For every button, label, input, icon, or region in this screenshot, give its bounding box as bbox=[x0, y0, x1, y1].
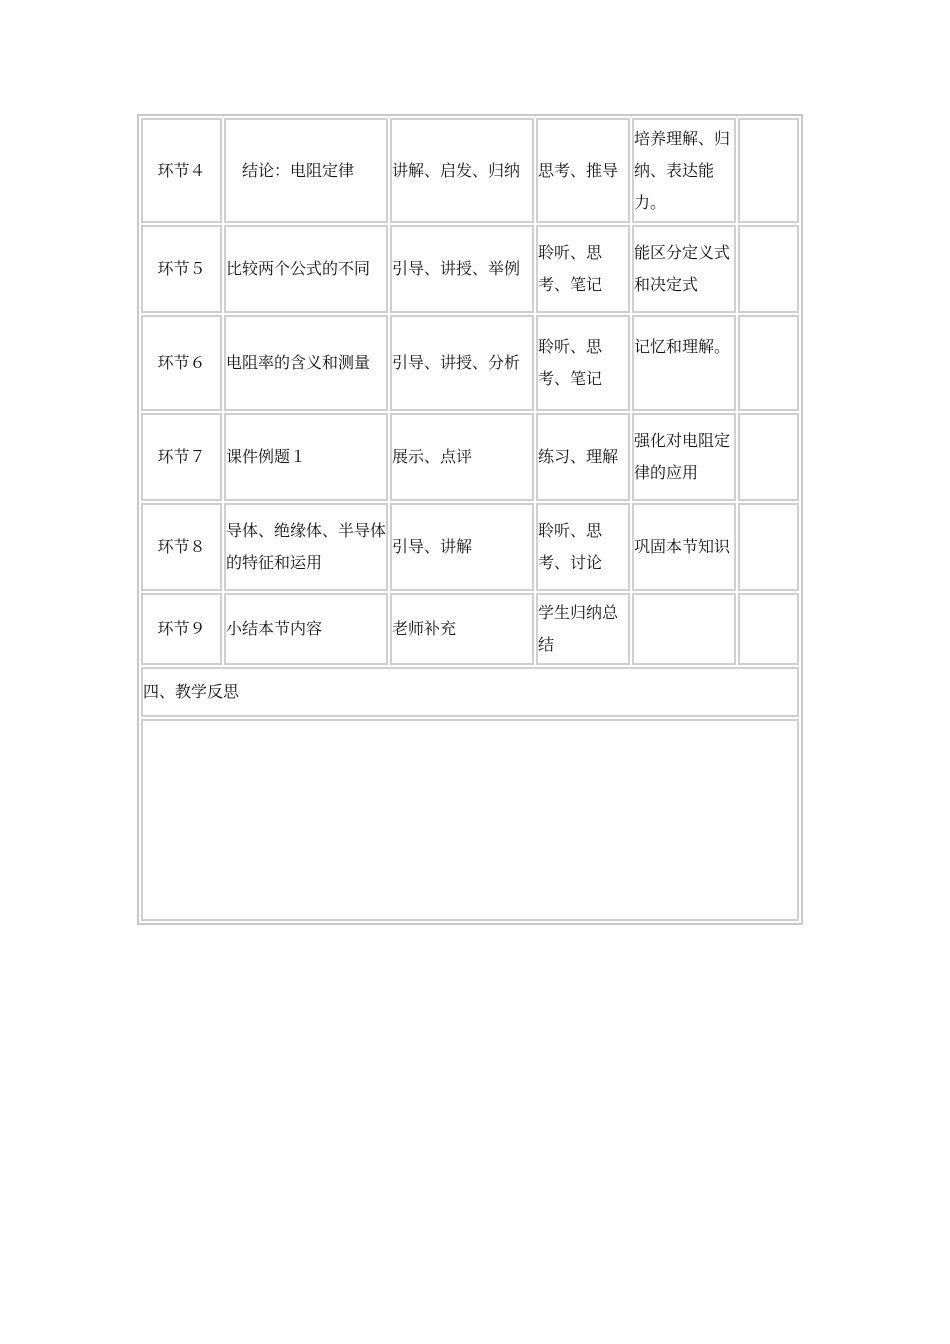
step-cell bbox=[141, 593, 222, 665]
goal-text: 能区分定义式和决定式 bbox=[634, 243, 731, 294]
goal-text: 培养理解、归纳、表达能力。 bbox=[634, 128, 731, 212]
goal-cell bbox=[632, 225, 736, 313]
teacher-activity: 引导、讲授、分析 bbox=[392, 353, 521, 372]
teacher-activity: 讲解、启发、归纳 bbox=[392, 160, 521, 180]
student-activity: 思考、推导 bbox=[538, 160, 619, 180]
teacher-cell bbox=[390, 315, 534, 411]
content-cell bbox=[224, 315, 388, 411]
reflection-heading: 四、教学反思 bbox=[143, 682, 240, 701]
reflection-heading-cell bbox=[141, 667, 799, 717]
goal-cell bbox=[632, 503, 736, 591]
step-label: 环节５ bbox=[157, 259, 206, 278]
content-text: 电阻率的含义和测量 bbox=[226, 353, 371, 372]
note-cell bbox=[738, 315, 799, 411]
note-cell bbox=[738, 503, 799, 591]
student-activity: 学生归纳总结 bbox=[538, 603, 619, 654]
step-cell bbox=[141, 315, 222, 411]
student-activity: 练习、理解 bbox=[538, 447, 619, 466]
step-label: 环节８ bbox=[157, 537, 206, 556]
step-cell bbox=[141, 118, 222, 223]
teacher-cell bbox=[390, 413, 534, 501]
goal-text: 记忆和理解。 bbox=[634, 337, 731, 356]
step-label: 环节７ bbox=[157, 447, 206, 466]
teacher-cell bbox=[390, 118, 534, 223]
teacher-activity: 引导、讲授、举例 bbox=[392, 259, 521, 278]
content-cell bbox=[224, 118, 388, 223]
goal-text: 巩固本节知识 bbox=[634, 537, 731, 556]
goal-cell bbox=[632, 593, 736, 665]
student-activity: 聆听、思考、讨论 bbox=[538, 521, 603, 572]
teacher-activity: 老师补充 bbox=[392, 619, 457, 638]
goal-cell bbox=[632, 413, 736, 501]
student-cell bbox=[536, 315, 630, 411]
step-cell bbox=[141, 413, 222, 501]
step-cell bbox=[141, 503, 222, 591]
teacher-cell bbox=[390, 225, 534, 313]
content-cell bbox=[224, 413, 388, 501]
goal-cell bbox=[632, 315, 736, 411]
content-text: 结论：电阻定律 bbox=[242, 160, 355, 180]
content-text: 课件例题１ bbox=[226, 447, 307, 466]
teacher-cell bbox=[390, 503, 534, 591]
student-cell bbox=[536, 593, 630, 665]
content-cell bbox=[224, 503, 388, 591]
step-label: 环节４ bbox=[157, 160, 206, 180]
content-cell bbox=[224, 225, 388, 313]
teacher-cell bbox=[390, 593, 534, 665]
student-cell bbox=[536, 503, 630, 591]
note-cell bbox=[738, 593, 799, 665]
note-cell bbox=[738, 225, 799, 313]
note-cell bbox=[738, 413, 799, 501]
note-cell bbox=[738, 118, 799, 223]
goal-cell bbox=[632, 118, 736, 223]
content-cell bbox=[224, 593, 388, 665]
step-cell bbox=[141, 225, 222, 313]
student-activity: 聆听、思考、笔记 bbox=[538, 337, 603, 388]
student-cell bbox=[536, 413, 630, 501]
student-activity: 聆听、思考、笔记 bbox=[538, 243, 603, 294]
content-text: 导体、绝缘体、半导体的特征和运用 bbox=[226, 521, 387, 572]
teacher-activity: 展示、点评 bbox=[392, 447, 473, 466]
student-cell bbox=[536, 118, 630, 223]
reflection-body-cell bbox=[141, 719, 799, 921]
goal-text: 强化对电阻定律的应用 bbox=[634, 431, 731, 482]
step-label: 环节９ bbox=[157, 619, 206, 638]
teacher-activity: 引导、讲解 bbox=[392, 537, 473, 556]
content-text: 小结本节内容 bbox=[226, 619, 323, 638]
student-cell bbox=[536, 225, 630, 313]
content-text: 比较两个公式的不同 bbox=[226, 259, 371, 278]
step-label: 环节６ bbox=[157, 353, 206, 372]
